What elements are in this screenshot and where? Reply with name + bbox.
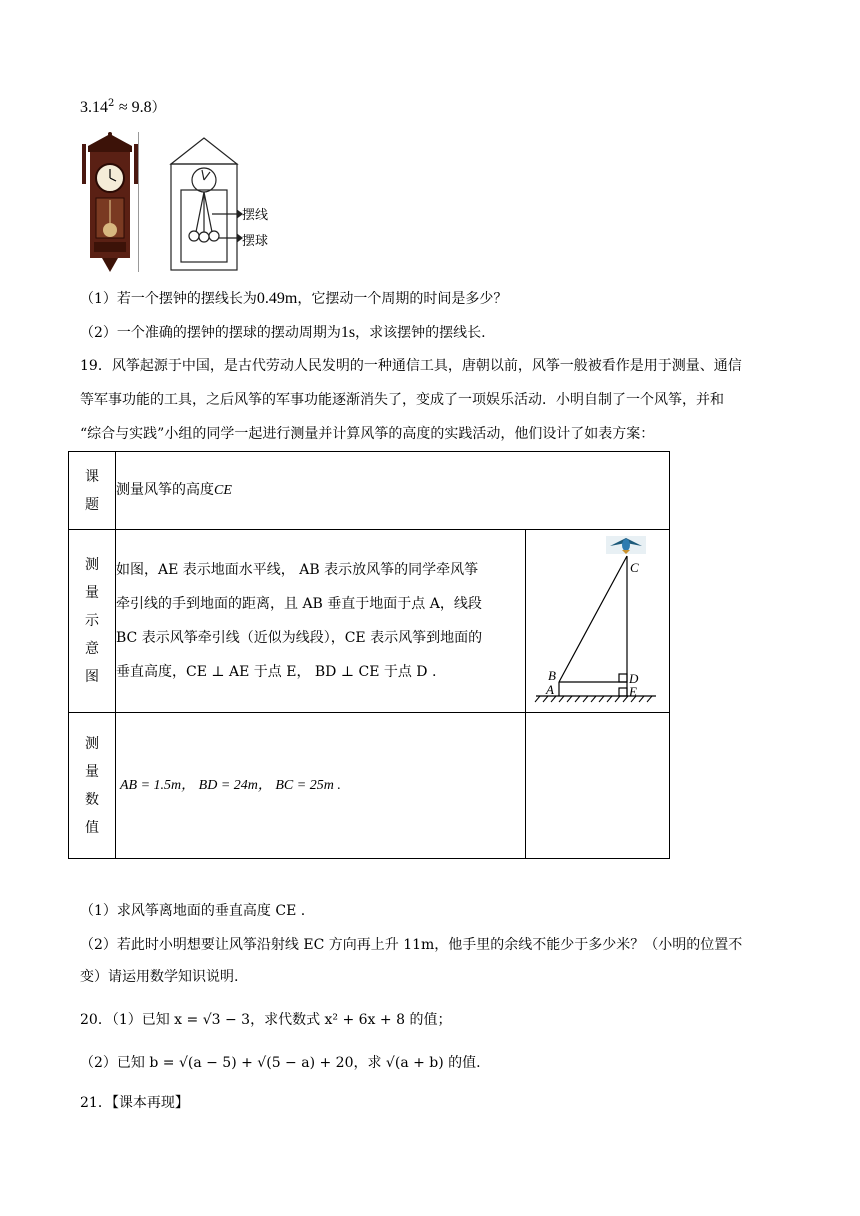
row-label-char: 量 — [85, 763, 99, 780]
table-row-diagram — [69, 530, 670, 713]
topic-cell — [116, 452, 670, 530]
q18-part2-value: 1s — [340, 324, 356, 341]
formula-close: ） — [151, 100, 166, 116]
row-label-char: 意 — [85, 641, 99, 657]
diagram-description-cell — [116, 530, 526, 713]
formula-exponent: 2 — [108, 98, 115, 109]
label-C: C — [630, 560, 639, 575]
top-formula — [80, 94, 166, 118]
pendulum-clock-photo — [80, 132, 140, 274]
formula-approx: ≈ 9.8 — [118, 99, 152, 116]
row-label-char: 数 — [85, 791, 99, 808]
figure-divider — [138, 132, 139, 272]
q18-part1 — [80, 289, 507, 309]
row-label-char: 图 — [85, 669, 99, 685]
q19-sub2-line2: 变）请运用数学知识说明. — [80, 969, 239, 985]
q19-sub1: （1）求风筝离地面的垂直高度 CE . — [80, 903, 306, 919]
kite-diagram — [526, 530, 669, 712]
kite-diagram-cell — [526, 530, 670, 713]
description-line: 垂直高度，CE ⊥ AE 于点 E， BD ⊥ CE 于点 D . — [116, 664, 437, 680]
table-row-values — [69, 713, 670, 859]
description-line: 牵引线的手到地面的距离，且 AB 垂直于地面于点 A，线段 — [116, 596, 482, 612]
row-label-diagram — [69, 530, 116, 713]
description-line: BC 表示风筝牵引线（近似为线段），CE 表示风筝到地面的 — [116, 630, 483, 646]
row-label-char: 值 — [85, 819, 99, 836]
q18-part2 — [80, 323, 486, 343]
row-label-char: 课 — [85, 468, 99, 485]
row-label-topic — [69, 452, 116, 530]
kite-icon — [606, 536, 646, 554]
topic-text: 测量风筝的高度 — [116, 482, 214, 498]
q20-part1: 20．（1）已知 x = √3 − 3，求代数式 x² + 6x + 8 的值； — [80, 1012, 452, 1028]
label-E: E — [629, 684, 637, 699]
description-line: 如图，AE 表示地面水平线， AB 表示放风筝的同学牵风筝 — [116, 562, 479, 578]
row-label-char: 题 — [85, 496, 99, 513]
q18-part1-text: （1）若一个摆钟的摆线长为 — [80, 291, 257, 307]
plan-table — [68, 451, 670, 859]
table-row-topic — [69, 452, 670, 530]
topic-var: CE — [214, 483, 232, 498]
row-label-char: 测 — [85, 735, 99, 752]
q21-heading: 21．【课本再现】 — [80, 1095, 189, 1111]
values-empty-cell — [526, 713, 670, 859]
row-label-char: 量 — [85, 585, 99, 601]
label-pendulum-ball: 摆球 — [242, 234, 269, 249]
q18-part1-value: 0.49m — [256, 290, 298, 307]
label-B: B — [548, 668, 556, 683]
q18-part1-text-end: ，它摆动一个周期的时间是多少？ — [297, 291, 508, 307]
values-cell — [116, 713, 526, 859]
row-label-values — [69, 713, 116, 859]
values-text: AB = 1.5m， BD = 24m， BC = 25m . — [120, 778, 341, 793]
q18-part2-text-end: ，求该摆钟的摆线长. — [355, 325, 486, 341]
q19-sub2-line1: （2）若此时小明想要让风筝沿射线 EC 方向再上升 11m，他手里的余线不能少于多少米？（小明的位置不 — [80, 937, 743, 953]
q19-line1: 19．风筝起源于中国，是古代劳动人民发明的一种通信工具，唐朝以前，风筝一般被看作是用于测量、通信 — [80, 358, 742, 374]
label-pendulum-line: 摆线 — [242, 208, 269, 223]
row-label-char: 测 — [85, 557, 99, 573]
q20-part2: （2）已知 b = √(a − 5) + √(5 − a) + 20，求 √(a + b) 的值. — [80, 1055, 481, 1071]
q19-line2: 等军事功能的工具，之后风筝的军事功能逐渐消失了，变成了一项娱乐活动．小明自制了一个风筝，并和 — [80, 392, 724, 408]
q18-part2-text: （2）一个准确的摆钟的摆球的摆动周期为 — [80, 325, 341, 341]
q19-line3: “综合与实践”小组的同学一起进行测量并计算风筝的高度的实践活动，他们设计了如表方案： — [80, 426, 655, 442]
formula-base: 3.14 — [80, 99, 108, 116]
label-D: D — [629, 671, 639, 686]
label-A: A — [546, 682, 554, 697]
row-label-char: 示 — [85, 613, 99, 629]
